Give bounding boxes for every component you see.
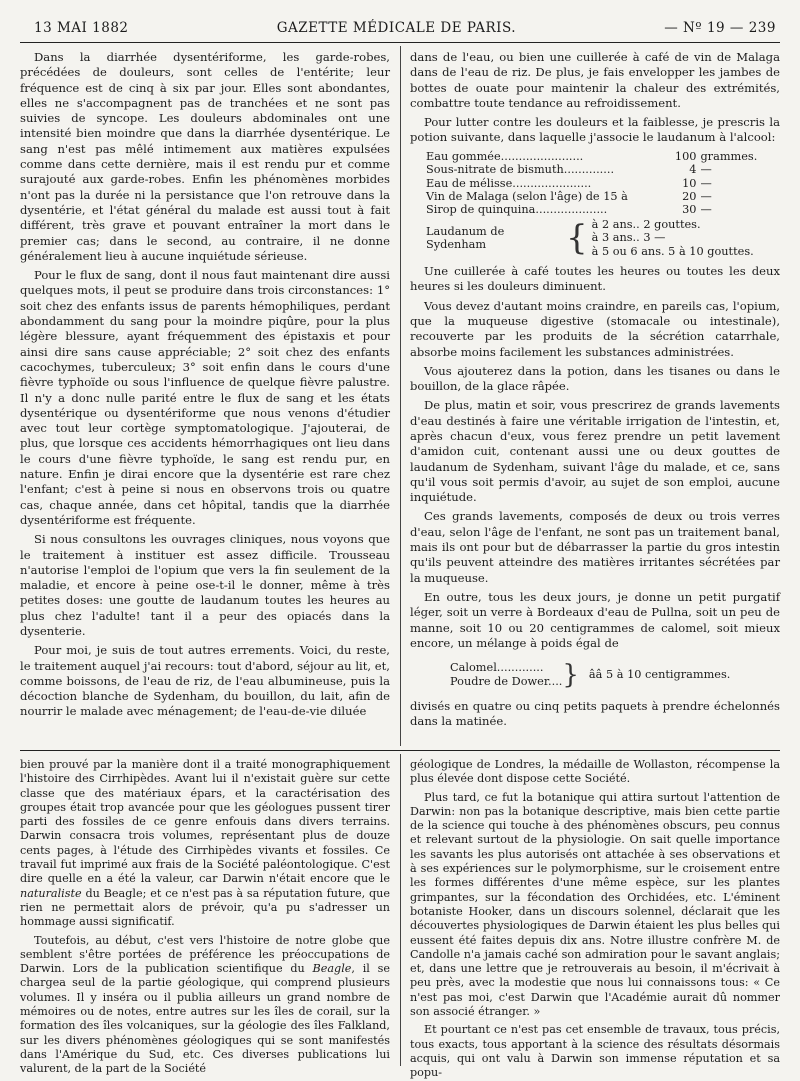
paragraph: géologique de Londres, la médaille de Wollaston, récompense la plus élevée dont dispose cette Société. (410, 758, 780, 786)
text-run: bien prouvé par la manière dont il a traité monographiquement l'histoire des Cirrhipèdes. Avant lui il n'existait guère sur cette classe que des matériaux épars, et la caractérisation des groupes était trop avancée pour que les géologues pussent tirer parti des fossiles de ce genre enfouis dans divers terrains. Darwin consacra trois volumes, représentant plus de douze cents pages, à l'étude des Cirrhipèdes vivants et fossiles. Ce travail fut imprimé aux frais de la Société paléontologique. C'est dire quelle en a été la valeur, car Darwin n'était encore que le (20, 758, 390, 886)
dose-line: à 2 ans.. 2 gouttes. (591, 217, 701, 231)
page-number: — Nº 19 — 239 (664, 20, 776, 36)
paragraph: Vous devez d'autant moins craindre, en pareils cas, l'opium, que la muqueuse digestive (stomacale ou intestinale), recouverte par les produits de la sécrétion catarrhale, absorbe moins facilement les substances administrées. (410, 298, 780, 359)
paragraph: Ces grands lavements, composés de deux ou trois verres d'eau, selon l'âge de l'enfant, ne sont pas un traitement banal, mais ils ont pour but de débarrasser la partie du gros intestin qu'ils peuvent atteindre des matières irritantes sécrétées par la muqueuse. (410, 509, 780, 585)
column-right-bottom (410, 758, 780, 1080)
ingredient-name: Sous-nitrate de bismuth.............. (426, 163, 615, 177)
ingredient-name: Vin de Malaga (selon l'âge) de 15 à (426, 190, 628, 203)
calomel-lines (450, 661, 562, 689)
ingredient-quantity: 30 (682, 203, 697, 217)
formula-row (426, 177, 780, 190)
calomel-line: Calomel............. (450, 661, 544, 675)
ingredient-unit: — (700, 190, 712, 203)
paragraph (20, 758, 390, 930)
paragraph: Et pourtant ce n'est pas cet ensemble de travaux, tous précis, tous exacts, tous apportant à la science des résultats désormais acquis, qui ont valu à Darwin son immense réputation et sa popu- (410, 1023, 780, 1080)
paragraph (20, 934, 390, 1077)
ingredient-unit: — (700, 176, 712, 190)
paragraph: divisés en quatre ou cinq petits paquets à prendre échelonnés dans la matinée. (410, 699, 780, 729)
ingredient-unit: — (700, 163, 712, 177)
calomel-line: Poudre de Dower.... (450, 675, 563, 689)
paragraph: Si nous consultons les ouvrages cliniques, nous voyons que le traitement à instituer est assez difficile. Trousseau n'autorise l'emploi de l'opium que vers la fin seulement de la maladie, et encore à peine ose-t-il le donner, même à très petites doses: une goutte de laudanum toutes les heures au plus chez l'adulte! tant il a peur des opiacés dans la dysenterie. (20, 532, 390, 638)
paragraph: Plus tard, ce fut la botanique qui attira surtout l'attention de Darwin: non pas la botanique descriptive, mais bien cette partie de la science qui touche à des phénomènes obscurs, peu connus et relevant surtout de la physiologie. On sait quelle importance les savants les plus autorisés ont attachée à ses observations et à ses expériences sur le polymorphisme, sur le croisement entre les formes différentes d'une même espèce, sur les plantes grimpantes, sur la fécondation des Orchidées, etc. L'éminent botaniste Hooker, dans un discours solennel, déclarait que les découvertes physiologiques de Darwin étaient les plus belles qui eussent été faites depuis dix ans. Notre illustre confrère M. de Candolle n'a jamais caché son admiration pour le savant anglais; et, dans une lettre que je retrouverais au besoin, il m'écrivait à peu près, avec la modestie que nous lui connaissons tous: « Ce n'est pas moi, c'est Darwin que l'Académie aurait dû nommer son associé étranger. » (410, 790, 780, 1019)
column-left-top (20, 50, 390, 745)
emphasis: naturaliste (20, 886, 82, 900)
ingredient-name: Sirop de quinquina.................... (426, 203, 608, 217)
paragraph: Pour le flux de sang, dont il nous faut maintenant dire aussi quelques mots, il peut se produire dans trois circonstances: 1° soit chez des enfants issus de parents hémophiliques, perdant abondamment du sang pour la moindre piqûre, pour la plus légère blessure, ayant fréquemment des épistaxis et pour ainsi dire sans cause appréciable; 2° soit chez des enfants cacochymes, tuberculeux; 3° soit enfin dans le cours d'une fièvre typhoïde ou sous l'influence de quelque fièvre palustre. Il n'y a donc nulle parité entre le flux de sang et les états dysentérique ou dysentériforme que nous venons d'étudier avec tout leur cortège symptomatologique. J'ajouterai, de plus, que lorsque ces accidents hémorrhagiques ont lieu dans le cours d'une fièvre typhoïde, le sang est rendu pur, en nature. Enfin je dirai encore que la dysentérie est rare chez l'enfant; c'est à peine si nous en observons trois ou quatre cas, chaque année, dans cet hôpital, tandis que la diarrhée dysentériforme est fréquente. (20, 268, 390, 527)
paragraph: Vous ajouterez dans la potion, dans les tisanes ou dans le bouillon, de la glace râpée. (410, 363, 780, 394)
ingredient-name: Eau gommée....................... (426, 149, 584, 163)
ingredient-quantity: 100 (674, 149, 697, 163)
paragraph: Pour moi, je suis de tout autres errements. Voici, du reste, le traitement auquel j'ai recours: tout d'abord, séjour au lit, et, comme boissons, de l'eau de riz, de l'eau albumineuse, puis la décoction blanche de Sydenham, du bouillon, du lait, afin de nourrir le malade avec ménagement; de l'eau-de-vie diluée (20, 643, 390, 719)
ingredient-unit: grammes. (700, 149, 758, 163)
paragraph: Pour lutter contre les douleurs et la faiblesse, je prescris la potion suivante, dans laquelle j'associe le laudanum à l'alcool: (410, 115, 780, 145)
text-run: , il se chargea seul de la partie géologique, qui comprend plusieurs volumes. Il y inséra ou il publia ailleurs un grand nombre de mémoires ou de notes, entre autres sur les îles de corail, sur la formation des îles volcaniques, sur la géologie des îles Falkland, sur les divers phénomènes géologiques qui se sont manifestés dans l'Amérique du Sud, etc. Ces diverses publications lui valurent, de la part de la Société (20, 962, 391, 1076)
text-run: du Beagle; et ce n'est pas à sa réputation future, que rien ne permettait alors de prévoir, qu'a pu s'adresser un hommage aussi significatif. (20, 886, 390, 929)
ingredient-quantity: 20 (682, 190, 697, 203)
emphasis: Beagle (312, 962, 352, 976)
dose-line: à 3 ans.. 3 — (591, 231, 666, 245)
column-right-top (410, 50, 780, 745)
ingredient-unit: — (700, 203, 712, 217)
page-header (34, 18, 776, 38)
column-separator-top (400, 46, 401, 746)
header-rule (20, 42, 780, 43)
brace-glyph: { (566, 217, 588, 258)
text-run: Toutefois, au début, c'est vers l'histoire de notre globe que semblent s'être portées de préférence les préoccupations de Darwin. Lors de la publication scientifique du (20, 933, 390, 976)
formula-row (426, 190, 780, 203)
ingredient-name: Eau de mélisse...................... (426, 176, 592, 190)
brace-glyph: } (562, 660, 579, 691)
dose-list (592, 218, 754, 258)
paragraph: De plus, matin et soir, vous prescrirez de grands lavements d'eau destinés à faire une véritable irrigation de l'intestin, et, après chacun d'eux, vous ferez prendre un petit lavement d'amidon cuit, contenant aussi une ou deux gouttes de laudanum de Sydenham, suivant l'âge du malade, et ce, sans qu'il vous soit permis d'avoir, au sujet de son emploi, aucune inquiétude. (410, 398, 780, 505)
laudanum-dosage (426, 218, 780, 258)
paragraph: En outre, tous les deux jours, je donne un petit purgatif léger, soit un verre à Bordeaux d'eau de Pullna, soit un peu de manne, soit 10 ou 20 centigrammes de calomel, soit mieux encore, un mélange à poids égal de (410, 589, 780, 650)
formula-row (426, 203, 780, 216)
laudanum-name: Laudanum de Sydenham (426, 224, 505, 251)
paragraph: Dans la diarrhée dysentériforme, les garde-robes, précédées de douleurs, sont celles de l'entérite; leur fréquence est de cinq à six par jour. Elles sont abondantes, elles ne s'accompagnent pas de tranchées et ne sont pas suivies de syncope. Les douleurs abdominales ont une intensité bien moindre que dans la diarrhée dysentérique. Le sang n'est pas mêlé intimement aux matières expulsées comme dans cette dernière, mais il est rendu pur et comme surajouté aux garde-robes. Enfin les phénomènes morbides n'ont pas la durée ni la persistance que l'on retrouve dans la dysentérie, et l'état général du malade est aussi tout à fait différent, très grave et pouvant entraîner la mort dans le premier cas; dans le second, au contraire, il ne donne généralement lieu à aucune inquiétude sérieuse. (20, 50, 390, 263)
prescription-formula (426, 150, 780, 258)
formula-row (426, 163, 780, 176)
column-left-bottom (20, 758, 391, 1076)
ingredient-quantity: 10 (682, 176, 697, 190)
journal-title: GAZETTE MÉDICALE DE PARIS. (276, 20, 517, 36)
formula-row (426, 150, 780, 163)
section-rule (20, 750, 780, 751)
paragraph: dans de l'eau, ou bien une cuillerée à café de vin de Malaga dans de l'eau de riz. De plus, je fais envelopper les jambes de bottes de ouate pour maintenir la chaleur des extrémités, combattre toute tendance au refroidissement. (410, 50, 780, 110)
ingredient-quantity: 4 (689, 163, 697, 177)
calomel-formula (450, 661, 780, 689)
dose-line: à 5 ou 6 ans. 5 à 10 gouttes. (591, 244, 754, 258)
column-separator-bottom (400, 754, 401, 1066)
issue-date: 13 MAI 1882 (34, 20, 129, 36)
calomel-dose: ââ 5 à 10 centigrammes. (588, 668, 731, 682)
paragraph: Une cuillerée à café toutes les heures ou toutes les deux heures si les douleurs diminuent. (410, 264, 780, 294)
